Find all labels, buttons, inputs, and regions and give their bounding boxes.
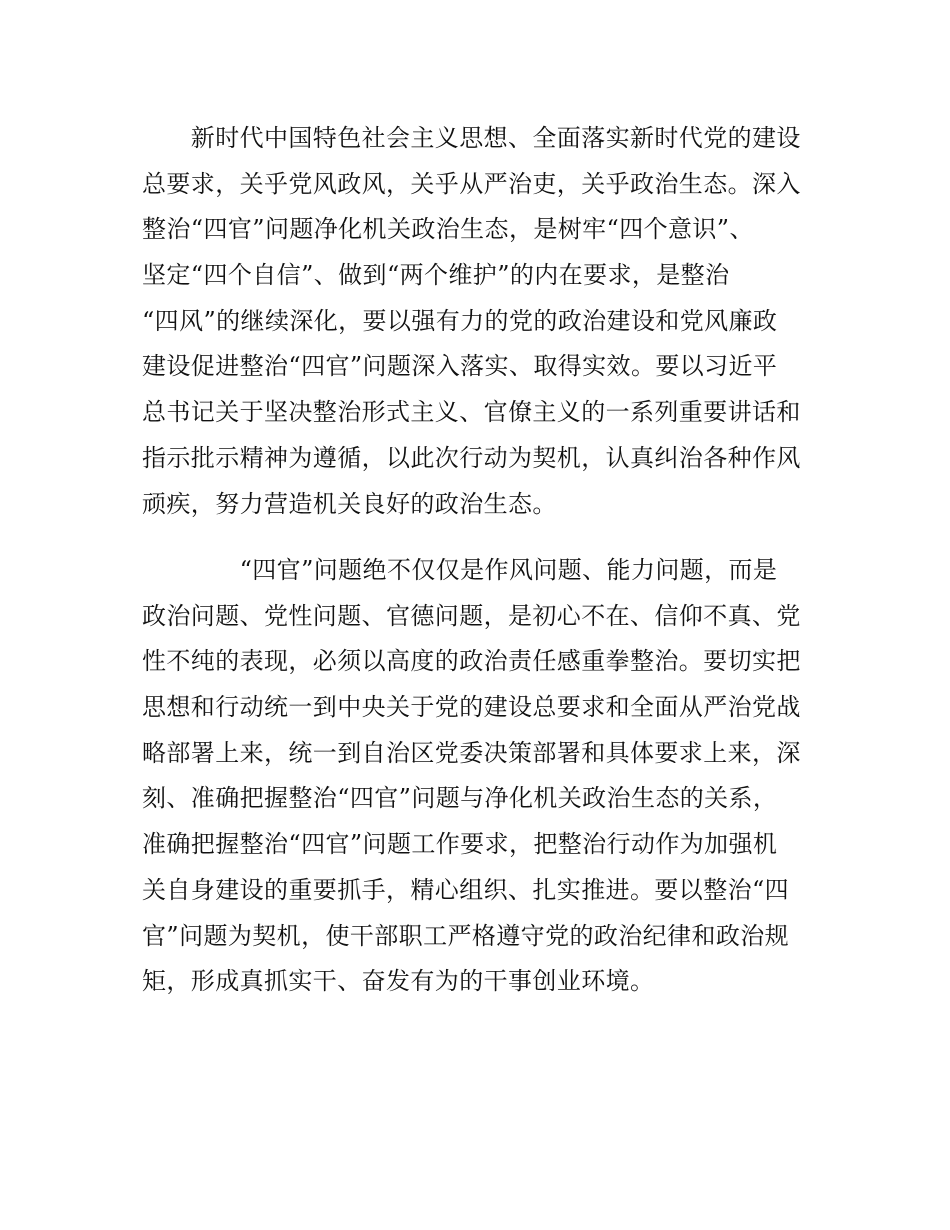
paragraph-line: 思想和行动统一到中央关于党的建设总要求和全面从严治党战 <box>142 693 801 722</box>
paragraph-line: 刻、准确把握整治“四官”问题与净化机关政治生态的关系， <box>142 784 778 813</box>
paragraph-line: “四官”问题绝不仅仅是作风问题、能力问题，而是 <box>142 556 778 584</box>
paragraph-line: 坚定“四个自信”、做到“两个维护”的内在要求，是整治 <box>142 261 730 290</box>
paragraph-line: “四风”的继续深化，要以强有力的党的政治建设和党风廉政 <box>142 306 778 335</box>
paragraph-line: 总书记关于坚决整治形式主义、官僚主义的一系列重要讲话和 <box>142 398 801 427</box>
paragraph-line: 略部署上来，统一到自治区党委决策部署和具体要求上来，深 <box>142 738 801 767</box>
paragraph-1 <box>142 116 822 527</box>
paragraph-line: 矩，形成真抓实干、奋发有为的干事创业环境。 <box>142 967 655 996</box>
paragraph-line: 准确把握整治“四官”问题工作要求，把整治行动作为加强机 <box>142 830 778 859</box>
paragraph-line: 关自身建设的重要抓手，精心组织、扎实推进。要以整治“四 <box>142 875 790 904</box>
paragraph-line: 总要求，关乎党风政风，关乎从严治吏，关乎政治生态。深入 <box>142 169 801 198</box>
paragraph-line: 顽疾，努力营造机关良好的政治生态。 <box>142 489 557 518</box>
paragraph-2 <box>142 548 822 1005</box>
paragraph-line: 指示批示精神为遵循，以此次行动为契机，认真纠治各种作风 <box>142 443 801 472</box>
paragraph-line: 新时代中国特色社会主义思想、全面落实新时代党的建设 <box>142 124 801 152</box>
paragraph-line: 整治“四官”问题净化机关政治生态，是树牢“四个意识”、 <box>142 215 754 244</box>
paragraph-line: 建设促进整治“四官”问题深入落实、取得实效。要以习近平 <box>142 352 778 381</box>
paragraph-line: 性不纯的表现，必须以高度的政治责任感重拳整治。要切实把 <box>142 647 801 676</box>
paragraph-line: 政治问题、党性问题、官德问题，是初心不在、信仰不真、党 <box>142 601 801 630</box>
paragraph-line: 官”问题为契机，使干部职工严格遵守党的政治纪律和政治规 <box>142 921 790 950</box>
